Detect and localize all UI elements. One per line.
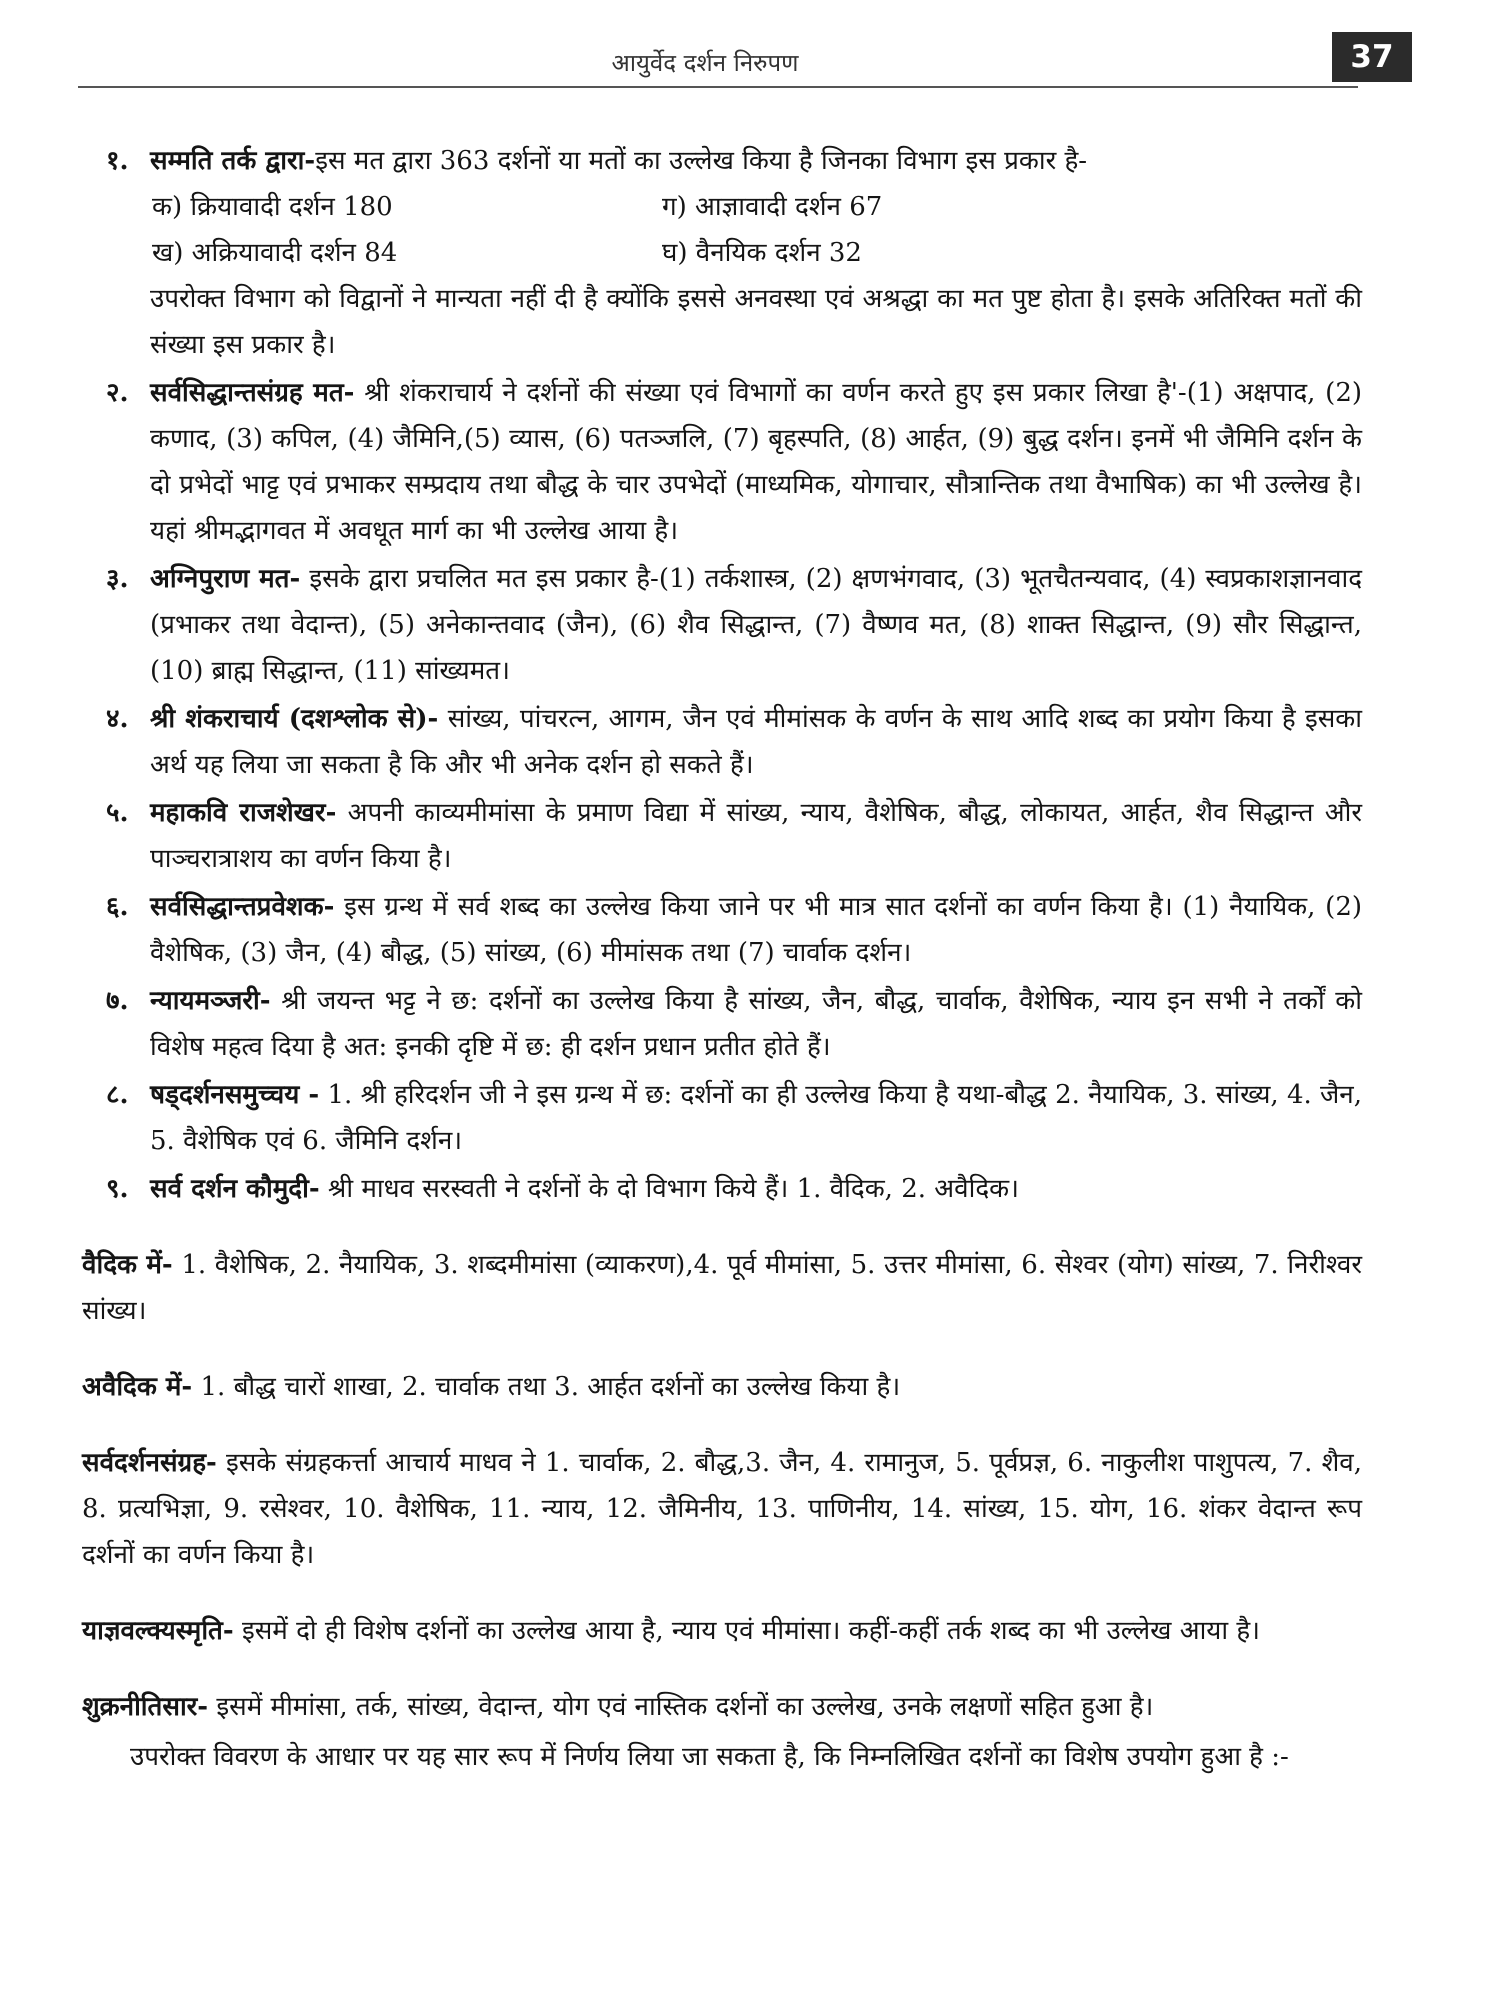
page-body: [82, 138, 1362, 1780]
item-text: इस ग्रन्थ में सर्व शब्द का उल्लेख किया जाने पर भी मात्र सात दर्शनों का वर्णन किया है। (1) नैयायिक, (2) वैशेषिक, (3) जैन, (4) बौद्ध, (5) सांख्य, (6) मीमांसक तथा (7) चार्वाक दर्शन।: [150, 892, 1363, 968]
section-sarvadarshana: [82, 1440, 1362, 1578]
item-number: ९.: [106, 1174, 129, 1204]
item-text: 1. श्री हरिदर्शन जी ने इस ग्रन्थ में छ: दर्शनों का ही उल्लेख किया है यथा-बौद्ध 2. नैयायिक, 3. सांख्य, 4. जैन, 5. वैशेषिक एवं 6. जैमिनि दर्शन।: [150, 1080, 1363, 1156]
section-shukraniti: [82, 1684, 1362, 1730]
list-item-3: [82, 556, 1362, 694]
sub-item: घ) वैनयिक दर्शन 32: [662, 238, 862, 268]
section-vaidik: [82, 1242, 1362, 1334]
item-title: सर्व दर्शन कौमुदी-: [150, 1174, 320, 1204]
item-title: सर्वसिद्धान्तसंग्रह मत-: [150, 378, 355, 408]
item-text: उपरोक्त विभाग को विद्वानों ने मान्यता नहीं दी है क्योंकि इससे अनवस्था एवं अश्रद्धा का मत पुष्ट होता है। इसके अतिरिक्त मतों की संख्या इस प्रकार है।: [150, 284, 1362, 360]
section-title: सर्वदर्शनसंग्रह-: [82, 1448, 217, 1478]
section-title: शुक्रनीतिसार-: [82, 1692, 209, 1722]
list-item-6: [82, 884, 1362, 976]
list-item-2: [82, 370, 1362, 554]
item-number: २.: [106, 378, 129, 408]
sub-item: क) क्रियावादी दर्शन 180: [152, 192, 393, 222]
item-number: ६.: [106, 892, 129, 922]
item-number: ८.: [106, 1080, 129, 1110]
item-title: षड्दर्शनसमुच्चय -: [150, 1080, 320, 1110]
item-text: श्री शंकराचार्य ने दर्शनों की संख्या एवं विभागों का वर्णन करते हुए इस प्रकार लिखा है'-(1) अक्षपाद, (2) कणाद, (3) कपिल, (4) जैमिनि,(5) व्यास, (6) पतञ्जलि, (7) बृहस्पति, (8) आर्हत, (9) बुद्ध दर्शन। इनमें भी जैमिनि दर्शन के दो प्रभेदों भाट्ट एवं प्रभाकर सम्प्रदाय तथा बौद्ध के चार उपभेदों (माध्यमिक, योगाचार, सौत्रान्तिक तथा वैभाषिक) का भी उल्लेख है। यहां श्रीमद्भागवत में अवधूत मार्ग का भी उल्लेख आया है।: [150, 378, 1363, 546]
item-title: सम्मति तर्क द्वारा-: [150, 146, 316, 176]
running-title: आयुर्वेद दर्शन निरुपण: [611, 49, 799, 77]
section-text: इसके संग्रहकर्त्ता आचार्य माधव ने 1. चार्वाक, 2. बौद्ध,3. जैन, 4. रामानुज, 5. पूर्वप्रज्ञ, 6. नाकुलीश पाशुपत्य, 7. शैव, 8. प्रत्यभिज्ञा, 9. रसेश्वर, 10. वैशेषिक, 11. न्याय, 12. जैमिनीय, 13. पाणिनीय, 14. सांख्य, 15. योग, 16. शंकर वेदान्त रूप दर्शनों का वर्णन किया है।: [82, 1448, 1362, 1570]
list-item-1-note: [82, 276, 1362, 368]
section-text: 1. बौद्ध चारों शाखा, 2. चार्वाक तथा 3. आर्हत दर्शनों का उल्लेख किया है।: [200, 1372, 901, 1402]
section-title: याज्ञवल्क्यस्मृति-: [82, 1616, 234, 1646]
section-text: इसमें दो ही विशेष दर्शनों का उल्लेख आया है, न्याय एवं मीमांसा। कहीं-कहीं तर्क शब्द का भी उल्लेख आया है।: [241, 1616, 1261, 1646]
list-item-1: [82, 138, 1362, 184]
item-title: अग्निपुराण मत-: [150, 564, 301, 594]
header-rule: [78, 86, 1358, 88]
item-number: ५.: [106, 798, 129, 828]
section-title: वैदिक में-: [82, 1250, 173, 1280]
section-text: 1. वैशेषिक, 2. नैयायिक, 3. शब्दमीमांसा (व्याकरण),4. पूर्व मीमांसा, 5. उत्तर मीमांसा, 6. सेश्वर (योग) सांख्य, 7. निरीश्वर सांख्य।: [82, 1250, 1362, 1326]
item-text: इसके द्वारा प्रचलित मत इस प्रकार है-(1) तर्कशास्त्र, (2) क्षणभंगवाद, (3) भूतचैतन्यवाद, (4) स्वप्रकाशज्ञानवाद (प्रभाकर तथा वेदान्त), (5) अनेकान्तवाद (जैन), (6) शैव सिद्धान्त, (7) वैष्णव मत, (8) शाक्त सिद्धान्त, (9) सौर सिद्धान्त, (10) ब्राह्म सिद्धान्त, (11) सांख्यमत।: [150, 564, 1362, 686]
item-number: ४.: [106, 704, 129, 734]
conclusion-paragraph: उपरोक्त विवरण के आधार पर यह सार रूप में निर्णय लिया जा सकता है, कि निम्नलिखित दर्शनों का विशेष उपयोग हुआ है :-: [130, 1742, 1289, 1772]
sub-item: ख) अक्रियावादी दर्शन 84: [152, 238, 398, 268]
item-text: इस मत द्वारा 363 दर्शनों या मतों का उल्लेख किया है जिनका विभाग इस प्रकार है-: [315, 146, 1088, 176]
list-item-4: [82, 696, 1362, 788]
item-number: ७.: [106, 986, 129, 1016]
item-text: सांख्य, पांचरत्न, आगम, जैन एवं मीमांसक के वर्णन के साथ आदि शब्द का प्रयोग किया है इसका अर्थ यह लिया जा सकता है कि और भी अनेक दर्शन हो सकते हैं।: [150, 704, 1362, 780]
section-text: इसमें मीमांसा, तर्क, सांख्य, वेदान्त, योग एवं नास्तिक दर्शनों का उल्लेख, उनके लक्षणों सहित हुआ है।: [216, 1692, 1154, 1722]
section-yajnavalkya: [82, 1608, 1362, 1654]
sub-item: ग) आज्ञावादी दर्शन 67: [662, 192, 883, 222]
sub-list: [82, 184, 1362, 276]
item-title: सर्वसिद्धान्तप्रवेशक-: [150, 892, 335, 922]
list-item-7: [82, 978, 1362, 1070]
item-title: महाकवि राजशेखर-: [150, 798, 337, 828]
item-text: श्री माधव सरस्वती ने दर्शनों के दो विभाग किये हैं। 1. वैदिक, 2. अवैदिक।: [327, 1174, 1019, 1204]
section-avaidik: [82, 1364, 1362, 1410]
list-item-9: [82, 1166, 1362, 1212]
item-title: श्री शंकराचार्य (दशश्लोक से)-: [150, 704, 439, 734]
item-number: ३.: [106, 564, 129, 594]
page-header: [80, 38, 1420, 88]
item-text: अपनी काव्यमीमांसा के प्रमाण विद्या में सांख्य, न्याय, वैशेषिक, बौद्ध, लोकायत, आर्हत, शैव सिद्धान्त और पाञ्चरात्राशय का वर्णन किया है।: [150, 798, 1362, 874]
list-item-8: [82, 1072, 1362, 1164]
section-title: अवैदिक में-: [82, 1372, 193, 1402]
item-text: श्री जयन्त भट्ट ने छ: दर्शनों का उल्लेख किया है सांख्य, जैन, बौद्ध, चार्वाक, वैशेषिक, न्याय इन सभी ने तर्कों को विशेष महत्व दिया है अत: इनकी दृष्टि में छ: ही दर्शन प्रधान प्रतीत होते हैं।: [150, 986, 1363, 1062]
item-title: न्यायमञ्जरी-: [150, 986, 271, 1016]
item-number: १.: [106, 146, 129, 176]
page-number: 37: [1332, 32, 1412, 82]
list-item-5: [82, 790, 1362, 882]
